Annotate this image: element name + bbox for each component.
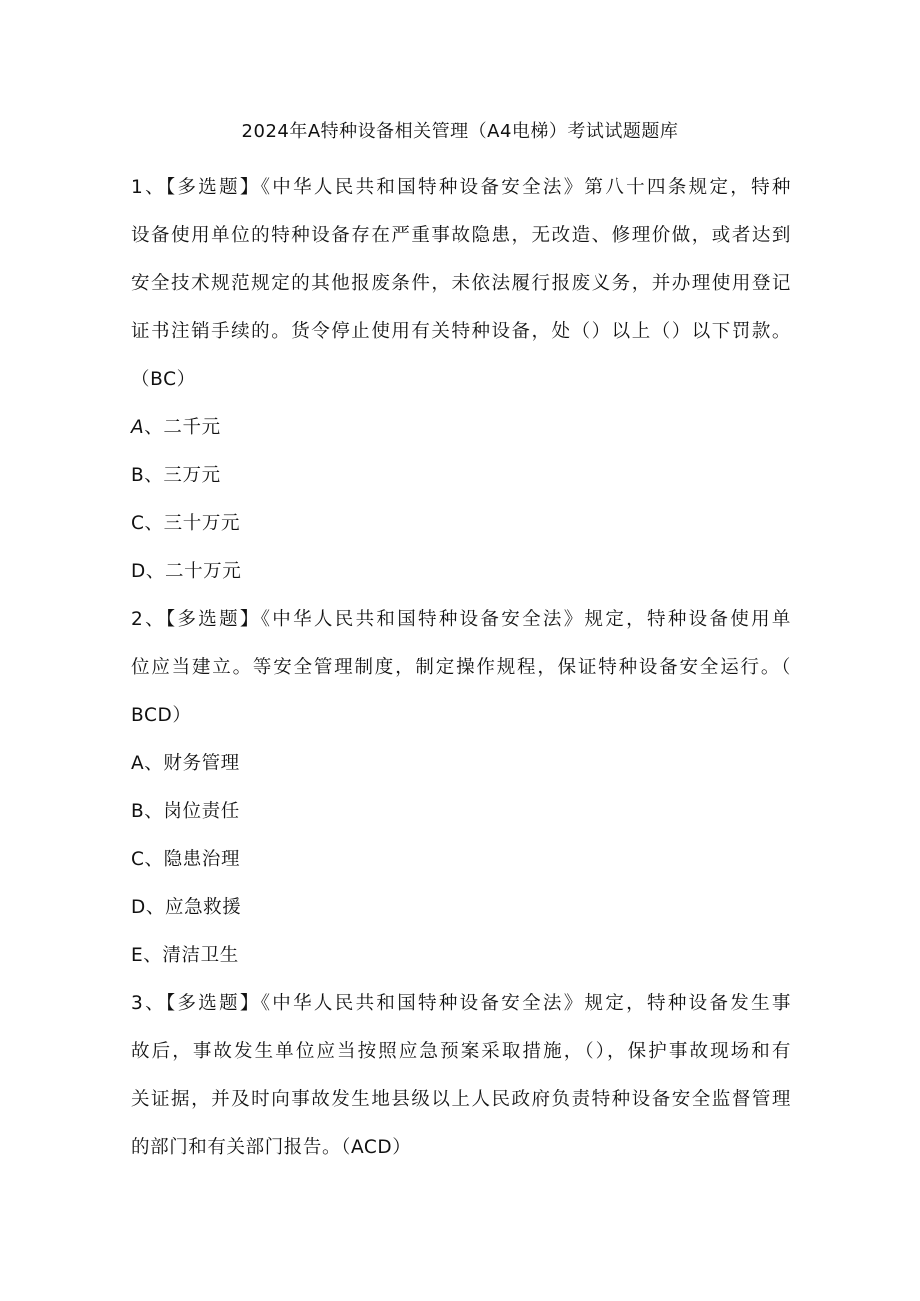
document-title: 2024年A特种设备相关管理（A4电梯）考试试题题库 bbox=[241, 121, 679, 142]
option-separator: 、 bbox=[145, 897, 165, 918]
question-3-line-4: 的部门和有关部门报告。（ACD） bbox=[131, 1137, 412, 1158]
option-text: 隐患治理 bbox=[163, 849, 241, 870]
question-1-line-1: 1、【多选题】《中华人民共和国特种设备安全法》第八十四条规定，特种 bbox=[131, 177, 791, 198]
question-3 bbox=[131, 980, 791, 1172]
question-1-line-2: 设备使用单位的特种设备存在严重事故隐患，无改造、修理价做，或者达到 bbox=[131, 225, 791, 246]
question-2-option-e bbox=[131, 932, 791, 980]
option-text: 二千元 bbox=[163, 417, 221, 438]
question-2 bbox=[131, 596, 791, 980]
option-letter: E bbox=[131, 945, 144, 966]
option-separator: 、 bbox=[144, 417, 164, 438]
question-1 bbox=[131, 164, 791, 596]
question-1-answer: （BC） bbox=[131, 369, 196, 390]
option-text: 岗位责任 bbox=[163, 801, 240, 822]
option-separator: 、 bbox=[144, 513, 164, 534]
option-separator: 、 bbox=[144, 801, 164, 822]
question-3-line-3: 关证据，并及时向事故发生地县级以上人民政府负责特种设备安全监督管理 bbox=[131, 1089, 791, 1110]
option-separator: 、 bbox=[144, 753, 164, 774]
option-letter: D bbox=[131, 561, 146, 582]
option-letter: C bbox=[131, 513, 145, 534]
question-2-option-b bbox=[131, 788, 791, 836]
question-2-option-c bbox=[131, 836, 791, 884]
question-2-line-2: 位应当建立。等安全管理制度，制定操作规程，保证特种设备安全运行。（ bbox=[131, 657, 791, 678]
question-2-option-d bbox=[131, 884, 791, 932]
question-3-line-1: 3、【多选题】《中华人民共和国特种设备安全法》规定，特种设备发生事 bbox=[131, 993, 791, 1014]
option-letter: A bbox=[131, 753, 145, 774]
option-letter: B bbox=[131, 801, 145, 822]
question-1-line-4: 证书注销手续的。货令停止使用有关特种设备，处（）以上（）以下罚款。 bbox=[131, 321, 791, 342]
question-2-line-1: 2、【多选题】《中华人民共和国特种设备安全法》规定，特种设备使用单 bbox=[131, 609, 791, 630]
question-2-option-a bbox=[131, 740, 791, 788]
option-separator: 、 bbox=[143, 945, 163, 966]
question-1-option-d bbox=[131, 548, 791, 596]
option-letter: D bbox=[131, 897, 146, 918]
option-separator: 、 bbox=[145, 561, 165, 582]
option-text: 清洁卫生 bbox=[162, 945, 239, 966]
question-1-option-b bbox=[131, 452, 791, 500]
question-1-line-3: 安全技术规范规定的其他报废条件，未依法履行报废义务，并办理使用登记 bbox=[131, 273, 791, 294]
question-1-option-c bbox=[131, 500, 791, 548]
option-text: 应急救援 bbox=[164, 897, 242, 918]
option-text: 二十万元 bbox=[164, 561, 242, 582]
option-separator: 、 bbox=[144, 849, 164, 870]
question-list bbox=[131, 164, 791, 1172]
option-text: 财务管理 bbox=[163, 753, 240, 774]
question-2-answer: BCD） bbox=[131, 705, 192, 726]
option-text: 三十万元 bbox=[163, 513, 241, 534]
option-letter: C bbox=[131, 849, 145, 870]
option-separator: 、 bbox=[144, 465, 164, 486]
option-letter: B bbox=[131, 465, 145, 486]
question-3-line-2: 故后，事故发生单位应当按照应急预案采取措施，（），保护事故现场和有 bbox=[131, 1041, 791, 1062]
option-text: 三万元 bbox=[163, 465, 221, 486]
option-letter: A bbox=[131, 417, 145, 438]
question-1-option-a bbox=[131, 404, 791, 452]
